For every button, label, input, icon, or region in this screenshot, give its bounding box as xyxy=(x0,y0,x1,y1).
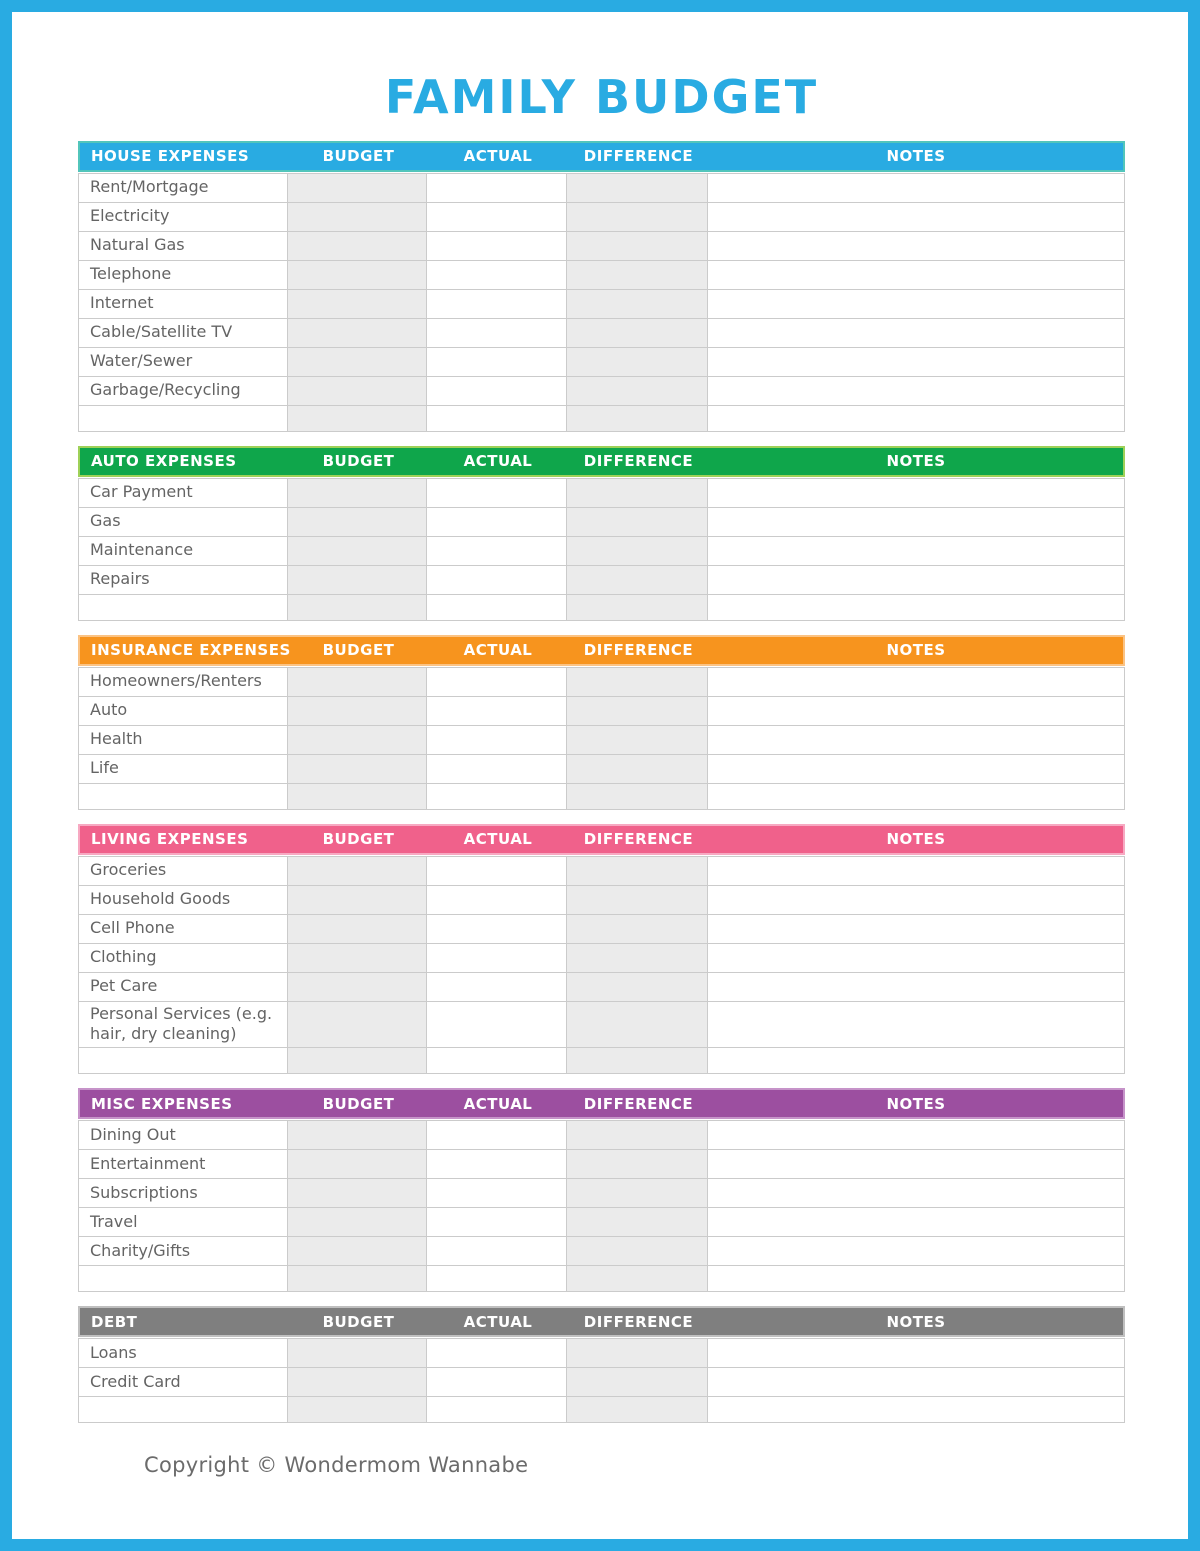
difference-cell[interactable] xyxy=(567,856,708,885)
row-label: Homeowners/Renters xyxy=(79,667,288,696)
budget-cell[interactable] xyxy=(288,783,427,809)
row-label: Personal Services (e.g. hair, dry cleaning) xyxy=(79,1001,288,1048)
budget-cell[interactable] xyxy=(288,478,427,507)
budget-cell[interactable] xyxy=(288,173,427,202)
table-row xyxy=(79,972,1125,1001)
actual-cell[interactable] xyxy=(427,1397,567,1423)
notes-cell[interactable] xyxy=(708,318,1125,347)
difference-cell[interactable] xyxy=(567,594,708,620)
notes-cell[interactable] xyxy=(708,231,1125,260)
actual-cell[interactable] xyxy=(427,1150,567,1179)
table-row xyxy=(79,173,1125,202)
sections xyxy=(78,141,1125,1424)
notes-cell[interactable] xyxy=(708,478,1125,507)
row-label: Travel xyxy=(79,1208,288,1237)
actual-cell[interactable] xyxy=(427,754,567,783)
notes-cell[interactable] xyxy=(708,1150,1125,1179)
column-header-budget: BUDGET xyxy=(322,641,395,660)
difference-cell[interactable] xyxy=(567,1001,708,1048)
column-header-difference: DIFFERENCE xyxy=(583,1094,694,1113)
table-row xyxy=(79,536,1125,565)
budget-cell[interactable] xyxy=(288,260,427,289)
budget-cell[interactable] xyxy=(288,856,427,885)
notes-cell[interactable] xyxy=(708,1208,1125,1237)
table-row-empty xyxy=(79,405,1125,431)
row-label xyxy=(79,1266,288,1292)
column-header-difference: DIFFERENCE xyxy=(583,147,694,166)
row-label: Gas xyxy=(79,507,288,536)
difference-cell[interactable] xyxy=(567,943,708,972)
actual-cell[interactable] xyxy=(427,478,567,507)
budget-cell[interactable] xyxy=(288,914,427,943)
budget-cell[interactable] xyxy=(288,1397,427,1423)
difference-cell[interactable] xyxy=(567,1237,708,1266)
table-row-empty xyxy=(79,1397,1125,1423)
table-row xyxy=(79,1001,1125,1048)
notes-cell[interactable] xyxy=(708,1179,1125,1208)
actual-cell[interactable] xyxy=(427,1048,567,1074)
row-label: Cable/Satellite TV xyxy=(79,318,288,347)
notes-cell[interactable] xyxy=(708,1368,1125,1397)
difference-cell[interactable] xyxy=(567,1150,708,1179)
table-row xyxy=(79,260,1125,289)
table-row xyxy=(79,507,1125,536)
actual-cell[interactable] xyxy=(427,173,567,202)
table-row xyxy=(79,231,1125,260)
notes-cell[interactable] xyxy=(708,376,1125,405)
budget-cell[interactable] xyxy=(288,405,427,431)
table-row-empty xyxy=(79,783,1125,809)
notes-cell[interactable] xyxy=(708,914,1125,943)
difference-cell[interactable] xyxy=(567,478,708,507)
column-header-difference: DIFFERENCE xyxy=(583,641,694,660)
column-header-notes: NOTES xyxy=(886,452,946,471)
row-label: Groceries xyxy=(79,856,288,885)
notes-cell[interactable] xyxy=(708,754,1125,783)
row-label: Cell Phone xyxy=(79,914,288,943)
actual-cell[interactable] xyxy=(427,783,567,809)
table-row xyxy=(79,914,1125,943)
difference-cell[interactable] xyxy=(567,1179,708,1208)
row-label: Dining Out xyxy=(79,1121,288,1150)
column-header-actual: ACTUAL xyxy=(463,830,533,849)
living-header-band xyxy=(78,824,1125,855)
difference-cell[interactable] xyxy=(567,347,708,376)
section-title: DEBT xyxy=(91,1312,138,1331)
row-label: Subscriptions xyxy=(79,1179,288,1208)
section-title: LIVING EXPENSES xyxy=(91,830,249,849)
notes-cell[interactable] xyxy=(708,667,1125,696)
table-row xyxy=(79,667,1125,696)
table-row xyxy=(79,565,1125,594)
notes-cell[interactable] xyxy=(708,885,1125,914)
section-title: MISC EXPENSES xyxy=(91,1094,233,1113)
budget-cell[interactable] xyxy=(288,1368,427,1397)
table-row xyxy=(79,696,1125,725)
actual-cell[interactable] xyxy=(427,1339,567,1368)
actual-cell[interactable] xyxy=(427,536,567,565)
actual-cell[interactable] xyxy=(427,667,567,696)
row-label xyxy=(79,1048,288,1074)
row-label: Internet xyxy=(79,289,288,318)
table-row xyxy=(79,885,1125,914)
actual-cell[interactable] xyxy=(427,696,567,725)
notes-cell[interactable] xyxy=(708,725,1125,754)
row-label: Auto xyxy=(79,696,288,725)
row-label: Loans xyxy=(79,1339,288,1368)
difference-cell[interactable] xyxy=(567,972,708,1001)
budget-cell[interactable] xyxy=(288,1179,427,1208)
column-header-actual: ACTUAL xyxy=(463,1094,533,1113)
row-label: Telephone xyxy=(79,260,288,289)
column-header-difference: DIFFERENCE xyxy=(583,452,694,471)
row-label: Credit Card xyxy=(79,1368,288,1397)
actual-cell[interactable] xyxy=(427,725,567,754)
section-debt xyxy=(78,1306,1125,1423)
row-label: Household Goods xyxy=(79,885,288,914)
actual-cell[interactable] xyxy=(427,1266,567,1292)
misc-table xyxy=(78,1120,1125,1292)
budget-cell[interactable] xyxy=(288,318,427,347)
difference-cell[interactable] xyxy=(567,565,708,594)
column-header-difference: DIFFERENCE xyxy=(583,1312,694,1331)
section-title: AUTO EXPENSES xyxy=(91,452,237,471)
debt-table xyxy=(78,1338,1125,1423)
notes-cell[interactable] xyxy=(708,289,1125,318)
notes-cell[interactable] xyxy=(708,1266,1125,1292)
actual-cell[interactable] xyxy=(427,231,567,260)
budget-cell[interactable] xyxy=(288,289,427,318)
difference-cell[interactable] xyxy=(567,783,708,809)
column-header-notes: NOTES xyxy=(886,1094,946,1113)
difference-cell[interactable] xyxy=(567,376,708,405)
budget-cell[interactable] xyxy=(288,696,427,725)
table-row xyxy=(79,318,1125,347)
column-header-actual: ACTUAL xyxy=(463,452,533,471)
difference-cell[interactable] xyxy=(567,1368,708,1397)
budget-cell[interactable] xyxy=(288,1339,427,1368)
budget-cell[interactable] xyxy=(288,347,427,376)
actual-cell[interactable] xyxy=(427,1121,567,1150)
row-label xyxy=(79,405,288,431)
page-content xyxy=(12,72,1188,1477)
notes-cell[interactable] xyxy=(708,943,1125,972)
notes-cell[interactable] xyxy=(708,347,1125,376)
table-row-empty xyxy=(79,1266,1125,1292)
row-label: Car Payment xyxy=(79,478,288,507)
page-title: FAMILY BUDGET xyxy=(384,70,819,124)
table-row xyxy=(79,1179,1125,1208)
house-header-band xyxy=(78,141,1125,172)
notes-cell[interactable] xyxy=(708,972,1125,1001)
row-label: Maintenance xyxy=(79,536,288,565)
notes-cell[interactable] xyxy=(708,173,1125,202)
table-row xyxy=(79,202,1125,231)
table-row-empty xyxy=(79,594,1125,620)
actual-cell[interactable] xyxy=(427,914,567,943)
actual-cell[interactable] xyxy=(427,1001,567,1048)
notes-cell[interactable] xyxy=(708,1001,1125,1048)
row-label: Repairs xyxy=(79,565,288,594)
notes-cell[interactable] xyxy=(708,405,1125,431)
actual-cell[interactable] xyxy=(427,318,567,347)
actual-cell[interactable] xyxy=(427,972,567,1001)
table-row xyxy=(79,1150,1125,1179)
column-header-notes: NOTES xyxy=(886,641,946,660)
column-header-budget: BUDGET xyxy=(322,452,395,471)
table-row xyxy=(79,1237,1125,1266)
misc-header-band xyxy=(78,1088,1125,1119)
actual-cell[interactable] xyxy=(427,202,567,231)
budget-cell[interactable] xyxy=(288,725,427,754)
column-header-budget: BUDGET xyxy=(322,1094,395,1113)
actual-cell[interactable] xyxy=(427,594,567,620)
notes-cell[interactable] xyxy=(708,565,1125,594)
row-label: Electricity xyxy=(79,202,288,231)
column-header-budget: BUDGET xyxy=(322,147,395,166)
section-house xyxy=(78,141,1125,432)
budget-cell[interactable] xyxy=(288,594,427,620)
row-label: Rent/Mortgage xyxy=(79,173,288,202)
actual-cell[interactable] xyxy=(427,260,567,289)
column-header-notes: NOTES xyxy=(886,147,946,166)
notes-cell[interactable] xyxy=(708,202,1125,231)
column-header-budget: BUDGET xyxy=(322,1312,395,1331)
budget-cell[interactable] xyxy=(288,1121,427,1150)
difference-cell[interactable] xyxy=(567,725,708,754)
column-header-notes: NOTES xyxy=(886,1312,946,1331)
budget-cell[interactable] xyxy=(288,1150,427,1179)
budget-cell[interactable] xyxy=(288,754,427,783)
notes-cell[interactable] xyxy=(708,1121,1125,1150)
column-header-actual: ACTUAL xyxy=(463,641,533,660)
column-header-actual: ACTUAL xyxy=(463,147,533,166)
notes-cell[interactable] xyxy=(708,856,1125,885)
row-label xyxy=(79,1397,288,1423)
row-label: Charity/Gifts xyxy=(79,1237,288,1266)
difference-cell[interactable] xyxy=(567,318,708,347)
table-row xyxy=(79,856,1125,885)
living-table xyxy=(78,856,1125,1075)
row-label: Natural Gas xyxy=(79,231,288,260)
difference-cell[interactable] xyxy=(567,507,708,536)
difference-cell[interactable] xyxy=(567,289,708,318)
difference-cell[interactable] xyxy=(567,885,708,914)
budget-cell[interactable] xyxy=(288,202,427,231)
actual-cell[interactable] xyxy=(427,1368,567,1397)
table-row xyxy=(79,376,1125,405)
row-label: Pet Care xyxy=(79,972,288,1001)
section-insurance xyxy=(78,635,1125,810)
actual-cell[interactable] xyxy=(427,507,567,536)
budget-cell[interactable] xyxy=(288,885,427,914)
budget-cell[interactable] xyxy=(288,943,427,972)
budget-cell[interactable] xyxy=(288,1208,427,1237)
section-living xyxy=(78,824,1125,1075)
table-row xyxy=(79,289,1125,318)
difference-cell[interactable] xyxy=(567,536,708,565)
budget-cell[interactable] xyxy=(288,667,427,696)
difference-cell[interactable] xyxy=(567,1339,708,1368)
row-label: Garbage/Recycling xyxy=(79,376,288,405)
row-label xyxy=(79,783,288,809)
notes-cell[interactable] xyxy=(708,696,1125,725)
row-label xyxy=(79,594,288,620)
actual-cell[interactable] xyxy=(427,1208,567,1237)
budget-cell[interactable] xyxy=(288,972,427,1001)
notes-cell[interactable] xyxy=(708,1048,1125,1074)
notes-cell[interactable] xyxy=(708,260,1125,289)
insurance-table xyxy=(78,667,1125,810)
actual-cell[interactable] xyxy=(427,1237,567,1266)
budget-cell[interactable] xyxy=(288,1048,427,1074)
column-header-difference: DIFFERENCE xyxy=(583,830,694,849)
difference-cell[interactable] xyxy=(567,260,708,289)
difference-cell[interactable] xyxy=(567,1121,708,1150)
section-title: HOUSE EXPENSES xyxy=(91,147,250,166)
row-label: Life xyxy=(79,754,288,783)
budget-cell[interactable] xyxy=(288,1237,427,1266)
table-row xyxy=(79,1121,1125,1150)
debt-header-band xyxy=(78,1306,1125,1337)
row-label: Clothing xyxy=(79,943,288,972)
notes-cell[interactable] xyxy=(708,1397,1125,1423)
notes-cell[interactable] xyxy=(708,594,1125,620)
actual-cell[interactable] xyxy=(427,347,567,376)
row-label: Health xyxy=(79,725,288,754)
budget-cell[interactable] xyxy=(288,1001,427,1048)
budget-cell[interactable] xyxy=(288,231,427,260)
difference-cell[interactable] xyxy=(567,1208,708,1237)
table-row xyxy=(79,754,1125,783)
house-table xyxy=(78,173,1125,432)
section-misc xyxy=(78,1088,1125,1292)
table-row xyxy=(79,1368,1125,1397)
notes-cell[interactable] xyxy=(708,1237,1125,1266)
difference-cell[interactable] xyxy=(567,1048,708,1074)
difference-cell[interactable] xyxy=(567,667,708,696)
table-row xyxy=(79,725,1125,754)
budget-cell[interactable] xyxy=(288,1266,427,1292)
actual-cell[interactable] xyxy=(427,1179,567,1208)
notes-cell[interactable] xyxy=(708,1339,1125,1368)
actual-cell[interactable] xyxy=(427,405,567,431)
actual-cell[interactable] xyxy=(427,943,567,972)
difference-cell[interactable] xyxy=(567,1397,708,1423)
auto-header-band xyxy=(78,446,1125,477)
difference-cell[interactable] xyxy=(567,914,708,943)
column-header-budget: BUDGET xyxy=(322,830,395,849)
column-header-notes: NOTES xyxy=(886,830,946,849)
copyright-text: Copyright © Wondermom Wannabe xyxy=(144,1453,529,1478)
table-row xyxy=(79,943,1125,972)
actual-cell[interactable] xyxy=(427,856,567,885)
auto-table xyxy=(78,478,1125,621)
difference-cell[interactable] xyxy=(567,754,708,783)
notes-cell[interactable] xyxy=(708,783,1125,809)
table-row xyxy=(79,1339,1125,1368)
table-row xyxy=(79,478,1125,507)
budget-cell[interactable] xyxy=(288,565,427,594)
difference-cell[interactable] xyxy=(567,405,708,431)
notes-cell[interactable] xyxy=(708,536,1125,565)
difference-cell[interactable] xyxy=(567,231,708,260)
section-title: INSURANCE EXPENSES xyxy=(91,641,291,660)
row-label: Water/Sewer xyxy=(79,347,288,376)
row-label: Entertainment xyxy=(79,1150,288,1179)
budget-cell[interactable] xyxy=(288,536,427,565)
section-auto xyxy=(78,446,1125,621)
table-row xyxy=(79,347,1125,376)
insurance-header-band xyxy=(78,635,1125,666)
column-header-actual: ACTUAL xyxy=(463,1312,533,1331)
actual-cell[interactable] xyxy=(427,885,567,914)
difference-cell[interactable] xyxy=(567,202,708,231)
table-row-empty xyxy=(79,1048,1125,1074)
actual-cell[interactable] xyxy=(427,289,567,318)
actual-cell[interactable] xyxy=(427,565,567,594)
actual-cell[interactable] xyxy=(427,376,567,405)
budget-cell[interactable] xyxy=(288,376,427,405)
budget-cell[interactable] xyxy=(288,507,427,536)
notes-cell[interactable] xyxy=(708,507,1125,536)
difference-cell[interactable] xyxy=(567,1266,708,1292)
table-row xyxy=(79,1208,1125,1237)
difference-cell[interactable] xyxy=(567,696,708,725)
difference-cell[interactable] xyxy=(567,173,708,202)
